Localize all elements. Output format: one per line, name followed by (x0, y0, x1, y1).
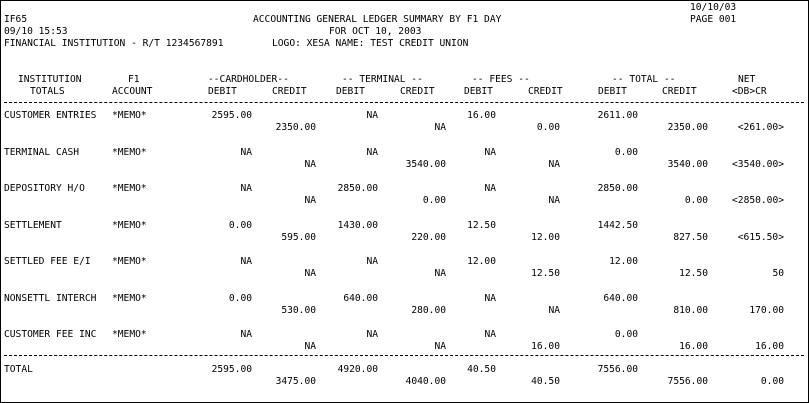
row-card-credit: NA (304, 268, 316, 279)
row-fee-credit: NA (548, 158, 560, 170)
row-account: *MEMO* (112, 292, 147, 304)
row-card-debit: NA (240, 146, 252, 158)
page-number: PAGE 001 (690, 14, 737, 25)
col-fees: -- FEES -- (472, 74, 530, 85)
row-fee-credit: NA (548, 195, 560, 206)
row-fee-debit: NA (484, 292, 496, 304)
row-fee-debit: 12.00 (467, 256, 496, 267)
row-total-debit: 2611.00 (597, 110, 638, 121)
col-terminal: -- TERMINAL -- (342, 74, 423, 85)
row-term-credit: 0.00 (422, 195, 446, 206)
row-term-credit: 3540.00 (405, 158, 446, 170)
row-total-credit: 3540.00 (667, 158, 708, 170)
row-term-debit: NA (366, 329, 378, 340)
report-date-time: 09/10 15:53 (4, 26, 68, 37)
report-title: ACCOUNTING GENERAL LEDGER SUMMARY BY F1 DAY (253, 14, 502, 25)
row-name: CUSTOMER ENTRIES (4, 110, 97, 121)
row-total-debit: 640.00 (603, 292, 638, 304)
row-total-debit: 1442.50 (597, 219, 638, 231)
row-card-debit: NA (240, 256, 252, 267)
row-term-credit: NA (434, 268, 446, 279)
totals-total-credit: 7556.00 (667, 376, 708, 387)
row-card-debit: NA (240, 183, 252, 194)
run-date: 10/10/03 (690, 2, 737, 13)
row-fee-credit: 0.00 (536, 122, 560, 133)
row-fee-credit: NA (548, 304, 560, 316)
row-name: DEPOSITORY H/O (4, 183, 85, 194)
row-name: SETTLED FEE E/I (4, 256, 91, 267)
header-divider (4, 102, 804, 103)
row-net: <615.50> (737, 231, 784, 243)
row-net: 16.00 (755, 341, 784, 352)
row-term-debit: 1430.00 (337, 219, 378, 231)
row-card-credit: NA (304, 341, 316, 352)
row-fee-credit: 12.50 (531, 268, 560, 279)
totals-label: TOTAL (4, 364, 33, 375)
row-total-credit: 2350.00 (667, 122, 708, 133)
row-total-credit: 12.50 (679, 268, 708, 279)
col-total-credit: CREDIT (662, 86, 697, 97)
totals-term-debit: 4920.00 (337, 364, 378, 375)
row-fee-credit: 16.00 (531, 341, 560, 352)
row-term-debit: 640.00 (343, 292, 378, 304)
row-term-debit: NA (366, 256, 378, 267)
row-card-debit: 0.00 (228, 292, 252, 304)
col-card-credit: CREDIT (272, 86, 307, 97)
row-fee-debit: NA (484, 146, 496, 158)
col-total-debit: DEBIT (598, 86, 627, 97)
totals-card-debit: 2595.00 (211, 364, 252, 375)
report-subtitle: FOR OCT 10, 2003 (329, 26, 422, 37)
row-term-debit: 2850.00 (337, 183, 378, 194)
row-card-credit: NA (304, 195, 316, 206)
row-name: TERMINAL CASH (4, 146, 80, 158)
row-net: <2850.00> (732, 195, 784, 206)
totals-fee-credit: 40.50 (531, 376, 560, 387)
totals-divider (4, 355, 804, 356)
col-total: -- TOTAL -- (612, 74, 676, 85)
logo-line: LOGO: XESA NAME: TEST CREDIT UNION (272, 38, 469, 49)
totals-fee-debit: 40.50 (467, 364, 496, 375)
row-total-credit: 16.00 (679, 341, 708, 352)
report-id: IF65 (4, 14, 28, 25)
row-account: *MEMO* (112, 183, 147, 194)
row-fee-debit: 12.50 (467, 219, 496, 231)
row-name: CUSTOMER FEE INC (4, 329, 97, 340)
row-term-credit: 220.00 (411, 231, 446, 243)
row-card-credit: 530.00 (281, 304, 316, 316)
row-term-credit: NA (434, 341, 446, 352)
row-card-debit: NA (240, 329, 252, 340)
row-name: NONSETTL INTERCH (4, 292, 97, 304)
row-card-credit: NA (304, 158, 316, 170)
row-net: <3540.00> (732, 158, 784, 170)
row-card-credit: 2350.00 (275, 122, 316, 133)
col-fee-debit: DEBIT (464, 86, 493, 97)
row-net: 170.00 (749, 304, 784, 316)
row-card-debit: 2595.00 (211, 110, 252, 121)
row-fee-debit: 16.00 (467, 110, 496, 121)
row-card-credit: 595.00 (281, 231, 316, 243)
row-total-credit: 827.50 (673, 231, 708, 243)
totals-net: 0.00 (760, 376, 784, 387)
col-term-credit: CREDIT (400, 86, 435, 97)
row-account: *MEMO* (112, 110, 147, 121)
totals-card-credit: 3475.00 (275, 376, 316, 387)
totals-term-credit: 4040.00 (405, 376, 446, 387)
col-cardholder: --CARDHOLDER-- (208, 74, 289, 85)
row-term-debit: NA (366, 146, 378, 158)
col-f1-top: F1 (128, 74, 140, 85)
row-net: <261.00> (737, 122, 784, 133)
col-net-top: NET (738, 74, 756, 85)
row-fee-debit: NA (484, 183, 496, 194)
row-term-credit: NA (434, 122, 446, 133)
col-institution-bottom: TOTALS (30, 86, 65, 97)
row-term-debit: NA (366, 110, 378, 121)
institution-line: FINANCIAL INSTITUTION - R/T 1234567891 (4, 38, 224, 49)
row-account: *MEMO* (112, 256, 147, 267)
row-total-debit: 0.00 (614, 146, 638, 158)
row-account: *MEMO* (112, 329, 147, 340)
row-net: 50 (772, 268, 784, 279)
row-total-debit: 12.00 (609, 256, 638, 267)
row-total-debit: 2850.00 (597, 183, 638, 194)
col-term-debit: DEBIT (336, 86, 365, 97)
row-account: *MEMO* (112, 146, 147, 158)
col-fee-credit: CREDIT (528, 86, 563, 97)
col-institution-top: INSTITUTION (18, 74, 82, 85)
col-f1-bottom: ACCOUNT (112, 86, 153, 97)
totals-total-debit: 7556.00 (597, 364, 638, 375)
row-total-debit: 0.00 (614, 329, 638, 340)
col-card-debit: DEBIT (208, 86, 237, 97)
row-term-credit: 280.00 (411, 304, 446, 316)
row-fee-credit: 12.00 (531, 231, 560, 243)
row-total-credit: 0.00 (684, 195, 708, 206)
row-fee-debit: NA (484, 329, 496, 340)
row-name: SETTLEMENT (4, 219, 62, 231)
row-total-credit: 810.00 (673, 304, 708, 316)
col-net-bottom: <DB>CR (732, 86, 767, 97)
row-card-debit: 0.00 (228, 219, 252, 231)
row-account: *MEMO* (112, 219, 147, 231)
